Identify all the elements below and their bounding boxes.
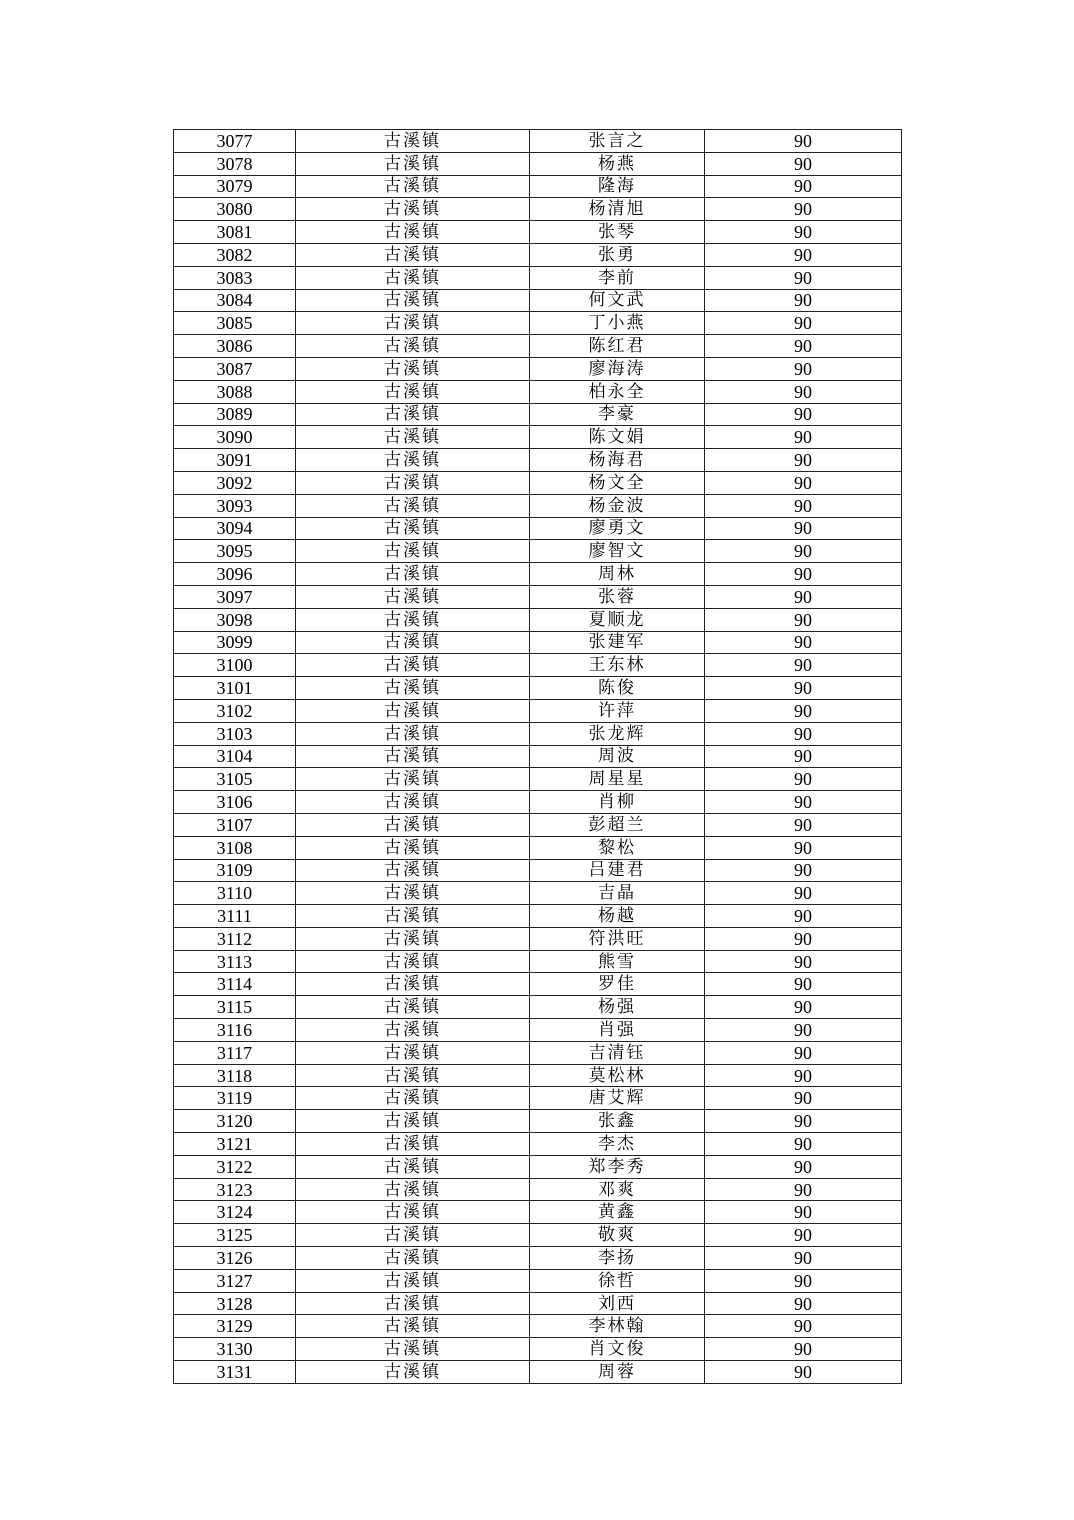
score-value: 90 xyxy=(705,585,902,608)
person-name: 肖柳 xyxy=(530,791,705,814)
town-name: 古溪镇 xyxy=(296,471,530,494)
person-name: 郑李秀 xyxy=(530,1155,705,1178)
person-name: 杨越 xyxy=(530,905,705,928)
person-name: 周波 xyxy=(530,745,705,768)
town-name: 古溪镇 xyxy=(296,1224,530,1247)
town-name: 古溪镇 xyxy=(296,403,530,426)
table-row xyxy=(174,1315,902,1338)
town-name: 古溪镇 xyxy=(296,791,530,814)
town-name: 古溪镇 xyxy=(296,175,530,198)
town-name: 古溪镇 xyxy=(296,130,530,153)
score-value: 90 xyxy=(705,836,902,859)
table-row xyxy=(174,266,902,289)
score-value: 90 xyxy=(705,1087,902,1110)
person-name: 廖海涛 xyxy=(530,357,705,380)
row-number: 3118 xyxy=(174,1064,296,1087)
town-name: 古溪镇 xyxy=(296,426,530,449)
person-name: 隆海 xyxy=(530,175,705,198)
score-value: 90 xyxy=(705,1269,902,1292)
person-name: 刘西 xyxy=(530,1292,705,1315)
row-number: 3111 xyxy=(174,905,296,928)
score-value: 90 xyxy=(705,449,902,472)
score-value: 90 xyxy=(705,882,902,905)
town-name: 古溪镇 xyxy=(296,836,530,859)
person-name: 张琴 xyxy=(530,221,705,244)
person-name: 张勇 xyxy=(530,243,705,266)
row-number: 3127 xyxy=(174,1269,296,1292)
score-value: 90 xyxy=(705,312,902,335)
row-number: 3080 xyxy=(174,198,296,221)
person-name: 张龙辉 xyxy=(530,722,705,745)
table-row xyxy=(174,677,902,700)
person-name: 黄鑫 xyxy=(530,1201,705,1224)
score-value: 90 xyxy=(705,608,902,631)
row-number: 3119 xyxy=(174,1087,296,1110)
row-number: 3121 xyxy=(174,1133,296,1156)
score-value: 90 xyxy=(705,813,902,836)
town-name: 古溪镇 xyxy=(296,950,530,973)
row-number: 3115 xyxy=(174,996,296,1019)
person-name: 柏永全 xyxy=(530,380,705,403)
row-number: 3105 xyxy=(174,768,296,791)
table-row xyxy=(174,540,902,563)
row-number: 3094 xyxy=(174,517,296,540)
town-name: 古溪镇 xyxy=(296,654,530,677)
row-number: 3123 xyxy=(174,1178,296,1201)
town-name: 古溪镇 xyxy=(296,677,530,700)
town-name: 古溪镇 xyxy=(296,335,530,358)
score-value: 90 xyxy=(705,1201,902,1224)
table-row xyxy=(174,905,902,928)
town-name: 古溪镇 xyxy=(296,449,530,472)
table-row xyxy=(174,563,902,586)
person-name: 杨海君 xyxy=(530,449,705,472)
score-value: 90 xyxy=(705,996,902,1019)
table-row xyxy=(174,289,902,312)
score-value: 90 xyxy=(705,927,902,950)
row-number: 3089 xyxy=(174,403,296,426)
town-name: 古溪镇 xyxy=(296,289,530,312)
table-row xyxy=(174,745,902,768)
row-number: 3114 xyxy=(174,973,296,996)
row-number: 3110 xyxy=(174,882,296,905)
town-name: 古溪镇 xyxy=(296,1133,530,1156)
person-name: 彭超兰 xyxy=(530,813,705,836)
person-name: 周林 xyxy=(530,563,705,586)
person-name: 李林翰 xyxy=(530,1315,705,1338)
town-name: 古溪镇 xyxy=(296,1019,530,1042)
row-number: 3104 xyxy=(174,745,296,768)
town-name: 古溪镇 xyxy=(296,1178,530,1201)
table-row xyxy=(174,813,902,836)
table-row xyxy=(174,1338,902,1361)
person-name: 李杰 xyxy=(530,1133,705,1156)
row-number: 3091 xyxy=(174,449,296,472)
town-name: 古溪镇 xyxy=(296,540,530,563)
table-row xyxy=(174,585,902,608)
row-number: 3096 xyxy=(174,563,296,586)
person-name: 张蓉 xyxy=(530,585,705,608)
person-name: 夏顺龙 xyxy=(530,608,705,631)
score-value: 90 xyxy=(705,266,902,289)
table-row xyxy=(174,130,902,153)
person-name: 杨清旭 xyxy=(530,198,705,221)
score-value: 90 xyxy=(705,1292,902,1315)
score-value: 90 xyxy=(705,905,902,928)
score-value: 90 xyxy=(705,243,902,266)
row-number: 3088 xyxy=(174,380,296,403)
town-name: 古溪镇 xyxy=(296,243,530,266)
person-name: 肖文俊 xyxy=(530,1338,705,1361)
town-name: 古溪镇 xyxy=(296,1064,530,1087)
row-number: 3106 xyxy=(174,791,296,814)
town-name: 古溪镇 xyxy=(296,312,530,335)
person-name: 吉清钰 xyxy=(530,1041,705,1064)
table-row xyxy=(174,654,902,677)
row-number: 3117 xyxy=(174,1041,296,1064)
score-value: 90 xyxy=(705,380,902,403)
score-value: 90 xyxy=(705,631,902,654)
town-name: 古溪镇 xyxy=(296,768,530,791)
score-value: 90 xyxy=(705,1041,902,1064)
row-number: 3077 xyxy=(174,130,296,153)
person-name: 何文武 xyxy=(530,289,705,312)
town-name: 古溪镇 xyxy=(296,380,530,403)
row-number: 3099 xyxy=(174,631,296,654)
score-value: 90 xyxy=(705,357,902,380)
town-name: 古溪镇 xyxy=(296,1110,530,1133)
town-name: 古溪镇 xyxy=(296,745,530,768)
row-number: 3086 xyxy=(174,335,296,358)
town-name: 古溪镇 xyxy=(296,631,530,654)
table-row xyxy=(174,494,902,517)
table-row xyxy=(174,1064,902,1087)
person-name: 杨文全 xyxy=(530,471,705,494)
row-number: 3103 xyxy=(174,722,296,745)
score-value: 90 xyxy=(705,791,902,814)
row-number: 3082 xyxy=(174,243,296,266)
table-row xyxy=(174,426,902,449)
town-name: 古溪镇 xyxy=(296,1087,530,1110)
score-value: 90 xyxy=(705,494,902,517)
person-name: 许萍 xyxy=(530,699,705,722)
table-row xyxy=(174,836,902,859)
score-value: 90 xyxy=(705,973,902,996)
table-row xyxy=(174,631,902,654)
row-number: 3112 xyxy=(174,927,296,950)
person-name: 张言之 xyxy=(530,130,705,153)
person-name: 廖勇文 xyxy=(530,517,705,540)
score-value: 90 xyxy=(705,1247,902,1270)
row-number: 3100 xyxy=(174,654,296,677)
person-name: 李扬 xyxy=(530,1247,705,1270)
town-name: 古溪镇 xyxy=(296,882,530,905)
row-number: 3087 xyxy=(174,357,296,380)
person-name: 陈俊 xyxy=(530,677,705,700)
person-name: 王东林 xyxy=(530,654,705,677)
town-name: 古溪镇 xyxy=(296,198,530,221)
table-row xyxy=(174,152,902,175)
score-value: 90 xyxy=(705,1315,902,1338)
table-row xyxy=(174,1201,902,1224)
person-name: 熊雪 xyxy=(530,950,705,973)
person-name: 丁小燕 xyxy=(530,312,705,335)
town-name: 古溪镇 xyxy=(296,563,530,586)
row-number: 3109 xyxy=(174,859,296,882)
person-name: 肖强 xyxy=(530,1019,705,1042)
table-row xyxy=(174,198,902,221)
person-name: 张鑫 xyxy=(530,1110,705,1133)
person-name: 杨金波 xyxy=(530,494,705,517)
person-name: 罗佳 xyxy=(530,973,705,996)
town-name: 古溪镇 xyxy=(296,1155,530,1178)
town-name: 古溪镇 xyxy=(296,699,530,722)
row-number: 3098 xyxy=(174,608,296,631)
town-name: 古溪镇 xyxy=(296,357,530,380)
score-value: 90 xyxy=(705,677,902,700)
score-value: 90 xyxy=(705,1110,902,1133)
town-name: 古溪镇 xyxy=(296,517,530,540)
score-value: 90 xyxy=(705,130,902,153)
table-row xyxy=(174,1292,902,1315)
person-name: 李前 xyxy=(530,266,705,289)
score-value: 90 xyxy=(705,152,902,175)
row-number: 3125 xyxy=(174,1224,296,1247)
score-value: 90 xyxy=(705,221,902,244)
score-value: 90 xyxy=(705,1155,902,1178)
table-row xyxy=(174,859,902,882)
table-row xyxy=(174,221,902,244)
person-name: 吉晶 xyxy=(530,882,705,905)
table-row xyxy=(174,791,902,814)
town-name: 古溪镇 xyxy=(296,1041,530,1064)
row-number: 3079 xyxy=(174,175,296,198)
row-number: 3122 xyxy=(174,1155,296,1178)
score-value: 90 xyxy=(705,198,902,221)
score-value: 90 xyxy=(705,1178,902,1201)
score-value: 90 xyxy=(705,403,902,426)
town-name: 古溪镇 xyxy=(296,1315,530,1338)
row-number: 3130 xyxy=(174,1338,296,1361)
table-row xyxy=(174,243,902,266)
score-value: 90 xyxy=(705,335,902,358)
table-row xyxy=(174,608,902,631)
score-value: 90 xyxy=(705,745,902,768)
town-name: 古溪镇 xyxy=(296,813,530,836)
town-name: 古溪镇 xyxy=(296,608,530,631)
person-name: 陈文娟 xyxy=(530,426,705,449)
row-number: 3083 xyxy=(174,266,296,289)
table-row xyxy=(174,1087,902,1110)
score-value: 90 xyxy=(705,426,902,449)
person-name: 杨强 xyxy=(530,996,705,1019)
town-name: 古溪镇 xyxy=(296,1269,530,1292)
town-name: 古溪镇 xyxy=(296,1201,530,1224)
row-number: 3078 xyxy=(174,152,296,175)
row-number: 3129 xyxy=(174,1315,296,1338)
row-number: 3107 xyxy=(174,813,296,836)
row-number: 3097 xyxy=(174,585,296,608)
table-row xyxy=(174,768,902,791)
roster-table xyxy=(173,129,902,1384)
score-value: 90 xyxy=(705,1361,902,1384)
score-value: 90 xyxy=(705,768,902,791)
town-name: 古溪镇 xyxy=(296,859,530,882)
score-value: 90 xyxy=(705,699,902,722)
town-name: 古溪镇 xyxy=(296,585,530,608)
person-name: 李豪 xyxy=(530,403,705,426)
table-row xyxy=(174,1224,902,1247)
table-row xyxy=(174,471,902,494)
score-value: 90 xyxy=(705,1224,902,1247)
person-name: 符洪旺 xyxy=(530,927,705,950)
table-row xyxy=(174,1247,902,1270)
row-number: 3113 xyxy=(174,950,296,973)
table-row xyxy=(174,357,902,380)
row-number: 3093 xyxy=(174,494,296,517)
person-name: 唐艾辉 xyxy=(530,1087,705,1110)
score-value: 90 xyxy=(705,289,902,312)
row-number: 3095 xyxy=(174,540,296,563)
table-row xyxy=(174,996,902,1019)
person-name: 邓爽 xyxy=(530,1178,705,1201)
score-value: 90 xyxy=(705,1338,902,1361)
score-value: 90 xyxy=(705,722,902,745)
score-value: 90 xyxy=(705,540,902,563)
score-value: 90 xyxy=(705,1064,902,1087)
town-name: 古溪镇 xyxy=(296,1338,530,1361)
table-row xyxy=(174,312,902,335)
row-number: 3128 xyxy=(174,1292,296,1315)
table-row xyxy=(174,882,902,905)
town-name: 古溪镇 xyxy=(296,1361,530,1384)
score-value: 90 xyxy=(705,175,902,198)
town-name: 古溪镇 xyxy=(296,1292,530,1315)
person-name: 周蓉 xyxy=(530,1361,705,1384)
table-row xyxy=(174,1361,902,1384)
row-number: 3131 xyxy=(174,1361,296,1384)
row-number: 3084 xyxy=(174,289,296,312)
row-number: 3108 xyxy=(174,836,296,859)
row-number: 3116 xyxy=(174,1019,296,1042)
person-name: 张建军 xyxy=(530,631,705,654)
table-row xyxy=(174,722,902,745)
person-name: 廖智文 xyxy=(530,540,705,563)
table-row xyxy=(174,175,902,198)
town-name: 古溪镇 xyxy=(296,152,530,175)
score-value: 90 xyxy=(705,471,902,494)
town-name: 古溪镇 xyxy=(296,722,530,745)
person-name: 周星星 xyxy=(530,768,705,791)
score-value: 90 xyxy=(705,859,902,882)
table-row xyxy=(174,449,902,472)
table-row xyxy=(174,403,902,426)
town-name: 古溪镇 xyxy=(296,996,530,1019)
table-row xyxy=(174,973,902,996)
table-row xyxy=(174,950,902,973)
table-row xyxy=(174,1269,902,1292)
table-row xyxy=(174,699,902,722)
town-name: 古溪镇 xyxy=(296,905,530,928)
score-value: 90 xyxy=(705,654,902,677)
row-number: 3081 xyxy=(174,221,296,244)
row-number: 3085 xyxy=(174,312,296,335)
table-row xyxy=(174,1133,902,1156)
table-row xyxy=(174,517,902,540)
score-value: 90 xyxy=(705,563,902,586)
town-name: 古溪镇 xyxy=(296,266,530,289)
row-number: 3092 xyxy=(174,471,296,494)
table-row xyxy=(174,1155,902,1178)
score-value: 90 xyxy=(705,1133,902,1156)
score-value: 90 xyxy=(705,517,902,540)
person-name: 吕建君 xyxy=(530,859,705,882)
row-number: 3126 xyxy=(174,1247,296,1270)
table-row xyxy=(174,927,902,950)
score-value: 90 xyxy=(705,1019,902,1042)
score-value: 90 xyxy=(705,950,902,973)
row-number: 3120 xyxy=(174,1110,296,1133)
table-row xyxy=(174,335,902,358)
row-number: 3124 xyxy=(174,1201,296,1224)
table-row xyxy=(174,1178,902,1201)
person-name: 莫松林 xyxy=(530,1064,705,1087)
table-row xyxy=(174,1019,902,1042)
town-name: 古溪镇 xyxy=(296,221,530,244)
row-number: 3090 xyxy=(174,426,296,449)
town-name: 古溪镇 xyxy=(296,973,530,996)
person-name: 徐哲 xyxy=(530,1269,705,1292)
person-name: 杨燕 xyxy=(530,152,705,175)
person-name: 黎松 xyxy=(530,836,705,859)
table-row xyxy=(174,380,902,403)
person-name: 陈红君 xyxy=(530,335,705,358)
table-row xyxy=(174,1110,902,1133)
person-name: 敬爽 xyxy=(530,1224,705,1247)
town-name: 古溪镇 xyxy=(296,494,530,517)
row-number: 3101 xyxy=(174,677,296,700)
row-number: 3102 xyxy=(174,699,296,722)
town-name: 古溪镇 xyxy=(296,927,530,950)
table-row xyxy=(174,1041,902,1064)
town-name: 古溪镇 xyxy=(296,1247,530,1270)
roster-table-body xyxy=(174,130,902,1384)
